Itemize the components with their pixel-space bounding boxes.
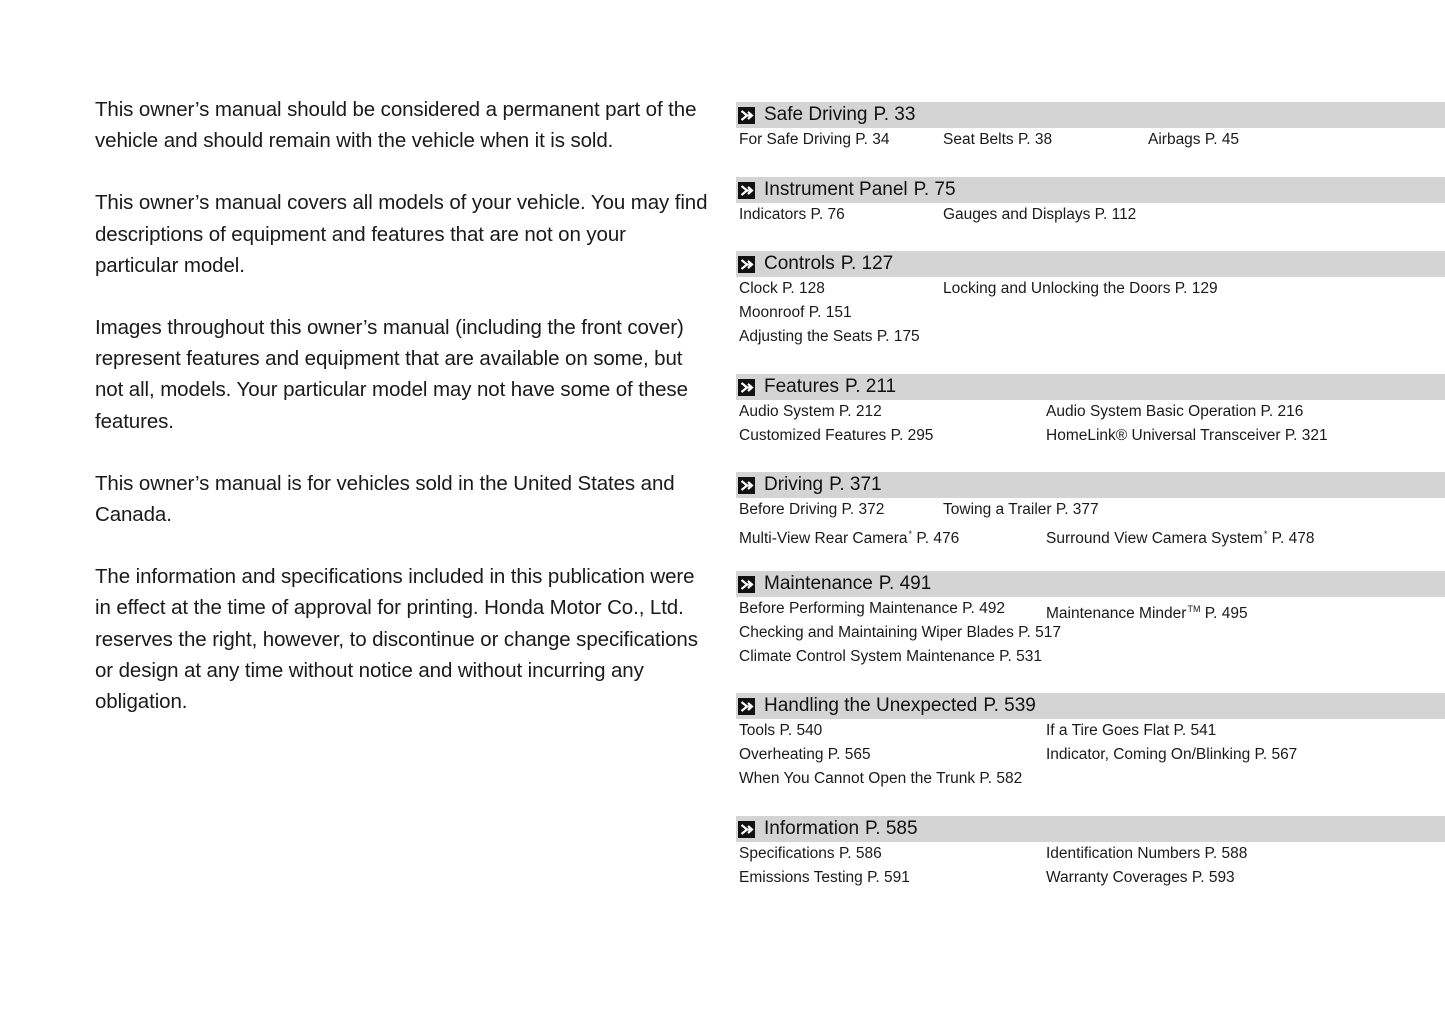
toc-section-page: P. 33 <box>873 104 916 125</box>
toc-row <box>736 277 1445 301</box>
toc-link-label: Emissions Testing P. 591 <box>739 869 910 886</box>
toc-link-label: Warranty Coverages P. 593 <box>1046 869 1235 886</box>
toc-section <box>736 177 1445 227</box>
toc-link-label: Surround View Camera System <box>1046 530 1263 547</box>
toc-link-label: Before Driving P. 372 <box>739 501 885 518</box>
toc-section-header[interactable] <box>736 472 1445 498</box>
intro-line: or design at any time without notice and without incurring any <box>95 658 644 682</box>
toc-link-label: Seat Belts P. 38 <box>943 131 1053 148</box>
toc-row <box>736 301 1445 325</box>
intro-line: This owner’s manual is for vehicles sold in the United States and <box>95 471 675 495</box>
intro-paragraph <box>95 187 720 281</box>
toc-section-page: P. 75 <box>913 179 956 200</box>
toc-link[interactable] <box>739 302 852 324</box>
intro-line: Images throughout this owner’s manual (including the front cover) <box>95 316 684 340</box>
toc-row <box>736 866 1445 890</box>
toc-link-label: Customized Features P. 295 <box>739 427 934 444</box>
toc-link[interactable] <box>1046 401 1303 423</box>
toc-row <box>736 203 1445 227</box>
intro-line: The information and specifications included in this publication were <box>95 565 695 589</box>
toc-section-title: Information <box>764 818 860 839</box>
toc-link-label: Gauges and Displays P. 112 <box>943 206 1137 223</box>
toc-link[interactable] <box>739 867 910 889</box>
toc-link-mark: * <box>908 529 913 539</box>
toc-row <box>736 597 1445 621</box>
arrow-right-icon <box>738 698 755 715</box>
toc-link-label: Before Performing Maintenance P. 492 <box>739 600 1005 617</box>
toc-section-page: P. 539 <box>983 695 1036 716</box>
toc-row <box>736 522 1445 546</box>
toc-link[interactable] <box>739 768 1022 790</box>
intro-line: obligation. <box>95 690 188 714</box>
toc-link-label: Multi-View Rear Camera <box>739 530 908 547</box>
toc-link[interactable] <box>739 720 822 742</box>
toc-link[interactable] <box>1046 720 1216 742</box>
toc-section <box>736 102 1445 152</box>
toc-link[interactable] <box>739 401 882 423</box>
intro-line: vehicle and should remain with the vehicle when it is sold. <box>95 129 614 153</box>
toc-link[interactable] <box>739 523 959 550</box>
intro-line: represent features and equipment that are available on some, but <box>95 347 683 371</box>
intro-paragraph <box>95 94 720 156</box>
toc-link[interactable] <box>1046 523 1314 550</box>
toc-link[interactable] <box>1046 867 1235 889</box>
toc-section-header[interactable] <box>736 177 1445 203</box>
toc-link[interactable] <box>1046 744 1297 766</box>
intro-line: in effect at the time of approval for printing. Honda Motor Co., Ltd. <box>95 596 684 620</box>
toc-section-title: Controls <box>764 253 835 274</box>
toc-link-label: Tools P. 540 <box>739 722 823 739</box>
toc-section-header[interactable] <box>736 251 1445 277</box>
toc-link[interactable] <box>739 326 920 348</box>
toc-section-header[interactable] <box>736 102 1445 128</box>
toc-section-header[interactable] <box>736 571 1445 597</box>
intro-line: This owner’s manual covers all models of your vehicle. You may find <box>95 191 708 215</box>
toc-link-mark: TM <box>1187 604 1201 614</box>
toc-row <box>736 400 1445 424</box>
toc-row <box>736 767 1445 791</box>
intro-text <box>95 94 720 748</box>
toc-link-label: If a Tire Goes Flat P. 541 <box>1046 722 1217 739</box>
toc-link-label: Indicator, Coming On/Blinking P. 567 <box>1046 746 1298 763</box>
toc-link-label: Clock P. 128 <box>739 280 825 297</box>
toc-link[interactable] <box>739 598 1005 620</box>
toc-link[interactable] <box>739 425 933 447</box>
toc-link[interactable] <box>943 499 1099 521</box>
toc-link-page: P. 476 <box>912 530 960 547</box>
arrow-right-icon <box>738 182 755 199</box>
toc-row <box>736 621 1445 645</box>
arrow-right-icon <box>738 821 755 838</box>
intro-line: particular model. <box>95 253 245 277</box>
toc-section <box>736 472 1445 546</box>
toc-row <box>736 842 1445 866</box>
toc-link[interactable] <box>739 646 1042 668</box>
intro-line: features. <box>95 409 174 433</box>
toc-section-header[interactable] <box>736 374 1445 400</box>
toc-section-title: Features <box>764 376 839 397</box>
toc-row <box>736 645 1445 669</box>
arrow-right-icon <box>738 576 755 593</box>
toc-link[interactable] <box>943 278 1218 300</box>
arrow-right-icon <box>738 107 755 124</box>
toc-link[interactable] <box>943 204 1136 226</box>
toc-link-label: Specifications P. 586 <box>739 845 882 862</box>
toc-row <box>736 498 1445 522</box>
intro-paragraph <box>95 468 720 530</box>
toc-link-label: Indicators P. 76 <box>739 206 845 223</box>
intro-line: not all, models. Your particular model may not have some of these <box>95 378 688 402</box>
toc-link-label: For Safe Driving P. 34 <box>739 131 890 148</box>
toc-section-title: Maintenance <box>764 573 873 594</box>
toc-section <box>736 571 1445 669</box>
intro-line: descriptions of equipment and features that are not on your <box>95 222 626 246</box>
arrow-right-icon <box>738 477 755 494</box>
toc-link-label: Climate Control System Maintenance P. 531 <box>739 648 1042 665</box>
toc-section <box>736 816 1445 890</box>
toc-link[interactable] <box>739 278 825 300</box>
toc-link-label: Towing a Trailer P. 377 <box>943 501 1099 518</box>
toc-link[interactable] <box>1046 843 1247 865</box>
toc-section-page: P. 371 <box>829 474 882 495</box>
toc-section-title: Safe Driving <box>764 104 868 125</box>
intro-line: Canada. <box>95 503 172 527</box>
toc-link[interactable] <box>739 204 845 226</box>
toc-link-label: Checking and Maintaining Wiper Blades P. 517 <box>739 624 1061 641</box>
toc-section-title: Driving <box>764 474 824 495</box>
toc-section-header[interactable] <box>736 693 1445 719</box>
toc-link-page: P. 478 <box>1267 530 1315 547</box>
arrow-right-icon <box>738 379 755 396</box>
toc-link-label: HomeLink® Universal Transceiver P. 321 <box>1046 427 1328 444</box>
toc-link-page: P. 495 <box>1200 605 1248 622</box>
toc-section-page: P. 127 <box>840 253 894 274</box>
toc-link-label: Adjusting the Seats P. 175 <box>739 328 920 345</box>
toc-link-label: Audio System P. 212 <box>739 403 882 420</box>
toc-link-label: When You Cannot Open the Trunk P. 582 <box>739 770 1023 787</box>
toc-link[interactable] <box>943 129 1052 151</box>
toc-section <box>736 693 1445 791</box>
toc-link[interactable] <box>739 843 882 865</box>
toc-section-page: P. 585 <box>865 818 918 839</box>
intro-line: This owner’s manual should be considered a permanent part of the <box>95 98 697 121</box>
toc-row <box>736 743 1445 767</box>
toc-link-label: Airbags P. 45 <box>1148 131 1240 148</box>
toc-section-page: P. 211 <box>844 376 897 397</box>
toc-section-title: Instrument Panel <box>764 179 908 200</box>
toc-link[interactable] <box>1148 129 1239 151</box>
toc-link-label: Audio System Basic Operation P. 216 <box>1046 403 1304 420</box>
toc-link-label: Identification Numbers P. 588 <box>1046 845 1248 862</box>
toc-section-title: Handling the Unexpected <box>764 695 978 716</box>
toc-row <box>736 128 1445 152</box>
toc-link[interactable] <box>739 129 889 151</box>
toc-link-label: Locking and Unlocking the Doors P. 129 <box>943 280 1218 297</box>
intro-paragraph <box>95 312 720 437</box>
toc-section <box>736 374 1445 448</box>
toc-row <box>736 325 1445 349</box>
intro-paragraph <box>95 561 720 717</box>
toc-link-mark: * <box>1263 529 1268 539</box>
toc-row <box>736 424 1445 448</box>
toc-link-label: Moonroof P. 151 <box>739 304 852 321</box>
toc-link[interactable] <box>739 744 871 766</box>
toc-section-page: P. 491 <box>878 573 932 594</box>
arrow-right-icon <box>738 256 755 273</box>
toc-row <box>736 719 1445 743</box>
toc-link[interactable] <box>739 499 884 521</box>
toc-section <box>736 251 1445 349</box>
toc-link[interactable] <box>739 622 1061 644</box>
toc-link[interactable] <box>1046 425 1328 447</box>
toc-link-label: Maintenance Minder <box>1046 605 1187 622</box>
toc-link-label: Overheating P. 565 <box>739 746 871 763</box>
intro-line: reserves the right, however, to discontinue or change specifications <box>95 627 698 651</box>
toc-section-header[interactable] <box>736 816 1445 842</box>
